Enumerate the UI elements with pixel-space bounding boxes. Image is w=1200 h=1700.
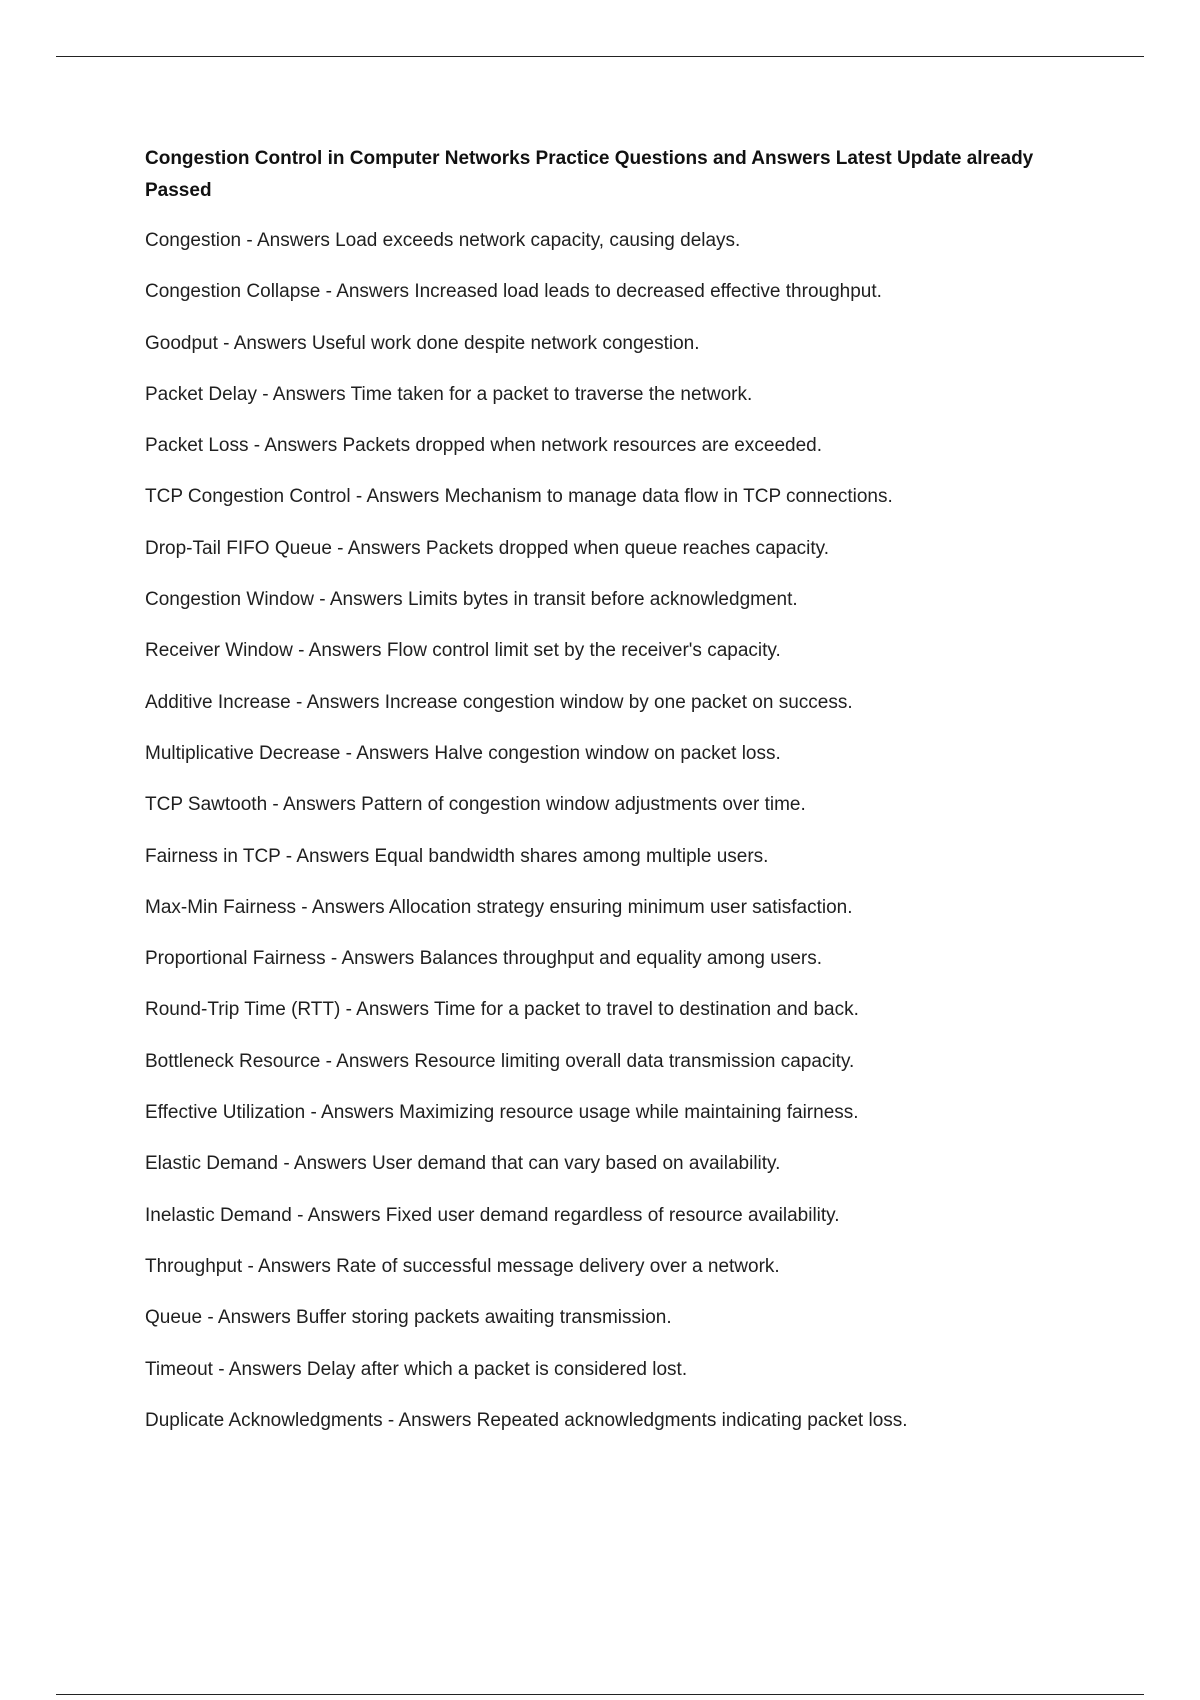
qa-term: Elastic Demand (145, 1153, 279, 1175)
footer-rule (56, 1694, 1144, 1695)
qa-item (145, 994, 1085, 1045)
qa-item (145, 481, 1085, 532)
qa-term: Inelastic Demand (145, 1204, 292, 1226)
qa-item (145, 1251, 1085, 1302)
qa-term: Bottleneck Resource (145, 1050, 321, 1072)
answers-label: Answers (347, 537, 421, 559)
qa-item (145, 1097, 1085, 1148)
qa-item (145, 1302, 1085, 1353)
answers-label: Answers (366, 486, 440, 508)
qa-term: Round-Trip Time (RTT) (145, 999, 341, 1021)
qa-term: Queue (145, 1307, 203, 1329)
qa-answer: User demand that can vary based on availability. (372, 1153, 781, 1175)
answers-label: Answers (256, 230, 330, 251)
qa-item (145, 1354, 1085, 1405)
answers-label: Answers (398, 1409, 472, 1431)
qa-item (145, 738, 1085, 789)
qa-term: Congestion (145, 230, 242, 251)
answers-label: Answers (272, 383, 346, 405)
qa-term: Congestion Collapse (145, 281, 321, 303)
qa-answer: Allocation strategy ensuring minimum user satisfaction. (388, 896, 853, 918)
qa-term: Packet Loss (145, 435, 249, 457)
qa-answer: Halve congestion window on packet loss. (434, 742, 781, 764)
qa-answer: Time for a packet to travel to destination and back. (433, 999, 859, 1021)
answers-label: Answers (356, 999, 430, 1021)
qa-item (145, 533, 1085, 584)
answers-label: Answers (233, 332, 307, 354)
header-rule (56, 56, 1144, 57)
qa-item (145, 892, 1085, 943)
answers-label: Answers (296, 845, 370, 867)
qa-item (145, 635, 1085, 686)
qa-item (145, 276, 1085, 327)
qa-answer: Balances throughput and equality among users. (419, 948, 823, 970)
qa-term: Duplicate Acknowledgments (145, 1409, 383, 1431)
answers-label: Answers (228, 1358, 302, 1380)
qa-item (145, 584, 1085, 635)
qa-item (145, 1148, 1085, 1199)
qa-item (145, 1405, 1085, 1456)
document-title: Congestion Control in Computer Networks Practice Questions and Answers Latest Update already Passed (145, 148, 1034, 201)
qa-item (145, 379, 1085, 430)
qa-answer: Load exceeds network capacity, causing delays. (335, 230, 741, 251)
qa-answer: Delay after which a packet is considered lost. (306, 1358, 688, 1380)
answers-label: Answers (341, 948, 415, 970)
qa-answer: Time taken for a packet to traverse the network. (350, 383, 753, 405)
qa-term: Congestion Window (145, 589, 314, 611)
qa-item (145, 687, 1085, 738)
qa-answer: Packets dropped when queue reaches capacity. (425, 537, 830, 559)
answers-label: Answers (307, 1204, 381, 1226)
qa-term: Proportional Fairness (145, 948, 326, 970)
qa-answer: Buffer storing packets awaiting transmission. (296, 1307, 672, 1329)
qa-item (145, 328, 1085, 379)
qa-answer: Packets dropped when network resources are exceeded. (342, 435, 822, 457)
answers-label: Answers (258, 1255, 331, 1277)
qa-term: Additive Increase (145, 691, 291, 713)
answers-label: Answers (321, 1102, 394, 1124)
answers-label: Answers (308, 640, 382, 662)
qa-item (145, 1046, 1085, 1097)
qa-item (145, 789, 1085, 840)
answers-label: Answers (217, 1307, 291, 1329)
qa-term: Goodput (145, 332, 218, 354)
qa-answer: Fixed user demand regardless of resource availability. (385, 1204, 840, 1226)
qa-answer: Increased load leads to decreased effective throughput. (414, 281, 882, 303)
qa-item (145, 225, 1085, 276)
qa-term: Fairness in TCP (145, 845, 281, 867)
qa-term: Effective Utilization (145, 1102, 306, 1124)
qa-term: Drop-Tail FIFO Queue (145, 537, 332, 559)
answers-label: Answers (311, 896, 385, 918)
qa-item (145, 1200, 1085, 1251)
qa-answer: Limits bytes in transit before acknowledgment. (407, 589, 798, 611)
answers-label: Answers (306, 691, 380, 713)
qa-term: TCP Sawtooth (145, 794, 268, 816)
qa-answer: Equal bandwidth shares among multiple users. (374, 845, 769, 867)
qa-answer: Flow control limit set by the receiver's capacity. (386, 640, 781, 662)
qa-answer: Repeated acknowledgments indicating packet loss. (476, 1409, 908, 1431)
answers-label: Answers (293, 1153, 367, 1175)
qa-answer: Useful work done despite network congestion. (311, 332, 700, 354)
qa-term: Packet Delay (145, 383, 257, 405)
qa-item (145, 943, 1085, 994)
qa-term: Receiver Window (145, 640, 293, 662)
qa-item (145, 430, 1085, 481)
answers-label: Answers (329, 589, 403, 611)
qa-list (145, 225, 1085, 1456)
answers-label: Answers (356, 742, 430, 764)
qa-term: Timeout (145, 1358, 213, 1380)
answers-label: Answers (336, 281, 410, 303)
qa-answer: Mechanism to manage data flow in TCP connections. (444, 486, 893, 508)
qa-answer: Maximizing resource usage while maintaining fairness. (399, 1102, 859, 1124)
qa-term: Max-Min Fairness (145, 896, 296, 918)
qa-answer: Resource limiting overall data transmission capacity. (414, 1050, 855, 1072)
qa-term: Multiplicative Decrease (145, 742, 341, 764)
answers-label: Answers (264, 435, 338, 457)
answers-label: Answers (283, 794, 356, 816)
qa-answer: Pattern of congestion window adjustments over time. (361, 794, 806, 816)
qa-answer: Rate of successful message delivery over a network. (336, 1255, 780, 1277)
qa-answer: Increase congestion window by one packet on success. (384, 691, 853, 713)
qa-item (145, 841, 1085, 892)
qa-term: TCP Congestion Control (145, 486, 351, 508)
answers-label: Answers (336, 1050, 410, 1072)
qa-term: Throughput (145, 1255, 243, 1277)
